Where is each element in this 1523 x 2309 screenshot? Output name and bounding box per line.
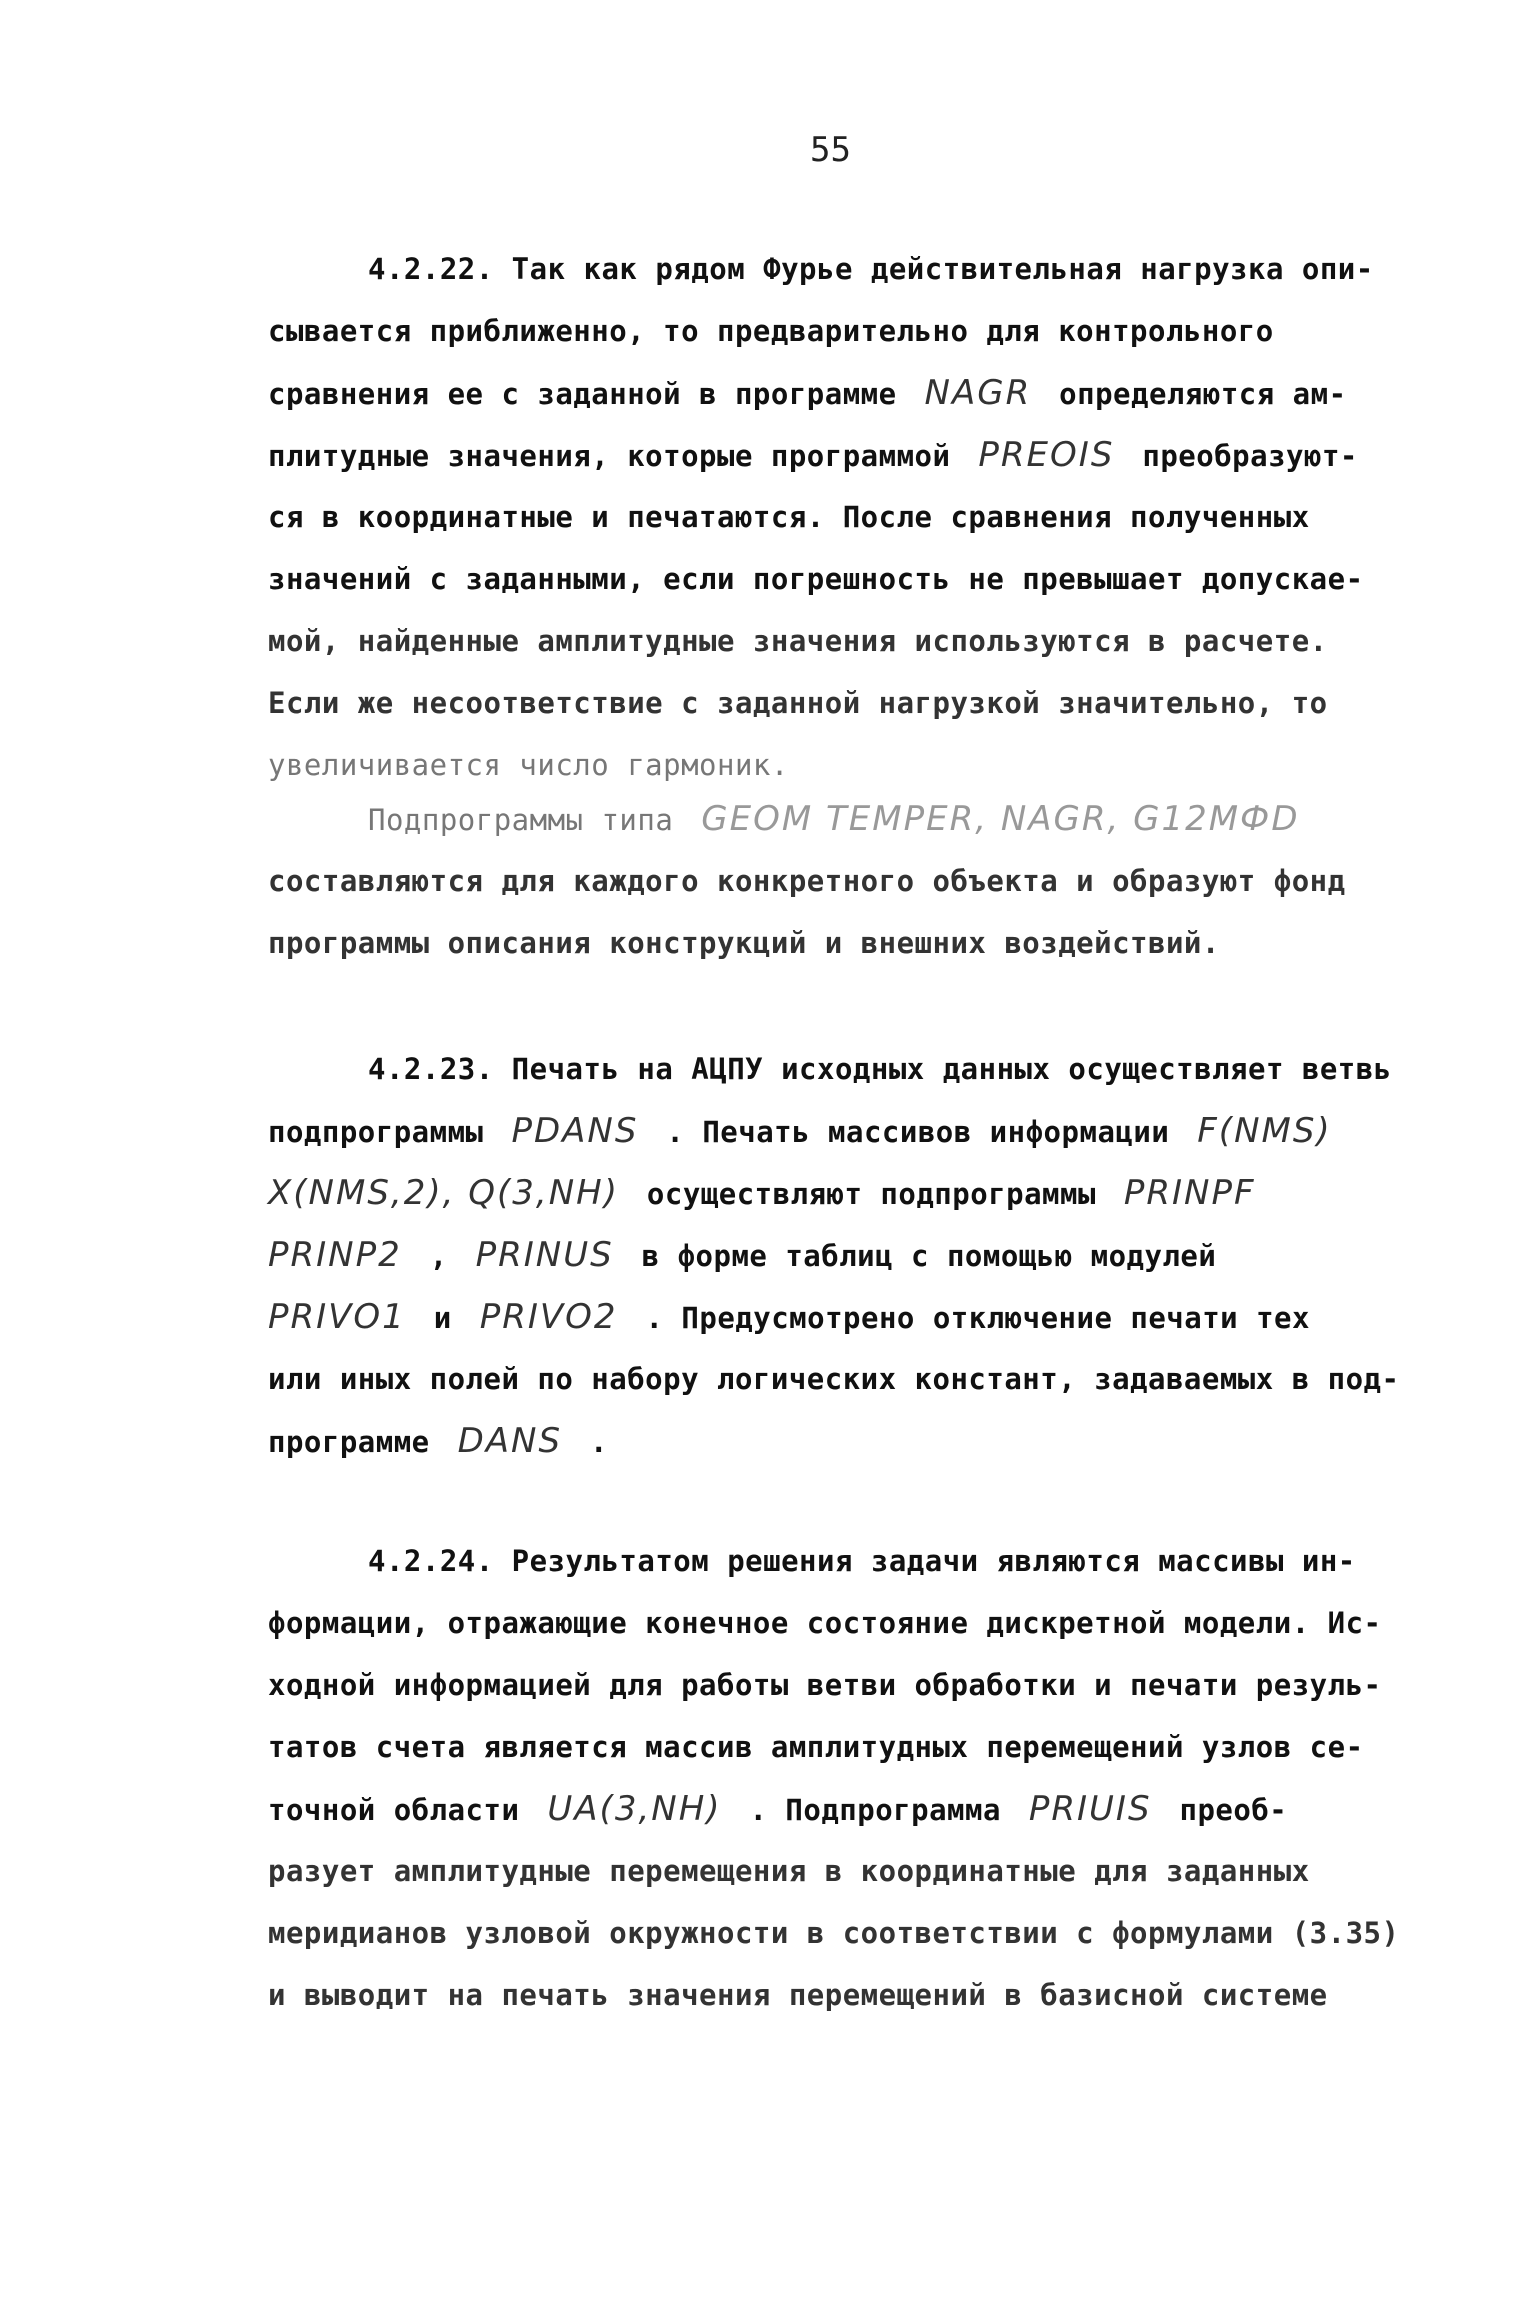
- text-span: сравнения ее с заданной в программе: [268, 377, 915, 411]
- text-line: меридианов узловой окружности в соответствии с формулами (3.35): [268, 1916, 1400, 1950]
- text-span: . Подпрограмма: [731, 1793, 1019, 1827]
- text-line: [268, 1778, 1468, 1840]
- page-number: 55: [810, 130, 851, 170]
- program-name-preois: PREOIS: [978, 435, 1115, 475]
- array-names-xq: X(NMS,2), Q(3,NH): [268, 1173, 619, 1213]
- module-name-privo2: PRIVO2: [479, 1297, 618, 1337]
- program-name-prinus: PRINUS: [475, 1235, 614, 1275]
- text-line: увеличивается число гармоник.: [268, 748, 789, 782]
- text-span: . Печать массивов информации: [648, 1115, 1188, 1149]
- text-span: в форме таблиц с помощью модулей: [623, 1239, 1217, 1273]
- text-span: . Предусмотрено отключение печати тех: [627, 1301, 1310, 1335]
- text-line: программы описания конструкций и внешних воздействий.: [268, 926, 1220, 960]
- text-span: ,: [411, 1239, 466, 1273]
- text-span: определяются ам-: [1041, 377, 1347, 411]
- text-span: осуществляют подпрограммы: [628, 1177, 1114, 1211]
- text-line: [268, 1224, 1468, 1286]
- text-line: [268, 362, 1468, 424]
- text-line: [268, 1286, 1468, 1348]
- text-line: [268, 1100, 1468, 1162]
- text-line: [268, 1162, 1468, 1224]
- text-span: преобразуют-: [1124, 439, 1358, 473]
- program-name-dans: DANS: [457, 1421, 563, 1461]
- text-line: [268, 424, 1468, 486]
- text-line: [368, 788, 1523, 850]
- text-line: татов счета является массив амплитудных перемещений узлов се-: [268, 1730, 1364, 1764]
- text-line: 4.2.23. Печать на АЦПУ исходных данных осуществляет ветвь: [368, 1052, 1392, 1086]
- text-line: ходной информацией для работы ветви обработки и печати резуль-: [268, 1668, 1382, 1702]
- text-line: ся в координатные и печатаются. После сравнения полученных: [268, 500, 1310, 534]
- program-name-pdans: PDANS: [511, 1111, 639, 1151]
- text-line: и выводит на печать значения перемещений в базисной системе: [268, 1978, 1328, 2012]
- text-span: .: [572, 1425, 608, 1459]
- text-line: составляются для каждого конкретного объекта и образуют фонд: [268, 864, 1346, 898]
- text-line: мой, найденные амплитудные значения используются в расчете.: [268, 624, 1328, 658]
- text-span: и: [415, 1301, 470, 1335]
- text-line: сывается приближенно, то предварительно для контрольного: [268, 314, 1274, 348]
- text-line: 4.2.24. Результатом решения задачи являются массивы ин-: [368, 1544, 1356, 1578]
- paragraph-4-2-22: [268, 238, 1468, 796]
- text-span: преоб-: [1161, 1793, 1288, 1827]
- paragraph-4-2-23: [268, 1038, 1468, 1472]
- program-name-priuis: PRIUIS: [1028, 1789, 1152, 1829]
- text-span: программе: [268, 1425, 448, 1459]
- text-line: Если же несоответствие с заданной нагрузкой значительно, то: [268, 686, 1328, 720]
- text-line: [268, 1410, 1468, 1472]
- paragraph-4-2-24: [268, 1530, 1468, 2026]
- text-line: разует амплитудные перемещения в координатные для заданных: [268, 1854, 1310, 1888]
- module-name-privo1: PRIVO1: [268, 1297, 406, 1337]
- program-name-nagr: NAGR: [924, 373, 1032, 413]
- text-line: значений с заданными, если погрешность не превышает допускае-: [268, 562, 1364, 596]
- program-names-list: GEOM TEMPER, NAGR, G12MФD: [701, 799, 1300, 839]
- text-line: 4.2.22. Так как рядом Фурье действительная нагрузка опи-: [368, 252, 1374, 286]
- text-span: плитудные значения, которые программой: [268, 439, 969, 473]
- program-name-prinpf: PRINPF: [1123, 1173, 1256, 1213]
- text-span: подпрограммы: [268, 1115, 502, 1149]
- text-line: формации, отражающие конечное состояние дискретной модели. Ис-: [268, 1606, 1382, 1640]
- text-line: или иных полей по набору логических констант, задаваемых в под-: [268, 1362, 1400, 1396]
- program-name-prinp2: PRINP2: [268, 1235, 402, 1275]
- text-span: точной области: [268, 1793, 538, 1827]
- array-name-ua: UA(3,NH): [547, 1789, 722, 1829]
- paragraph-subprograms: [268, 788, 1468, 974]
- text-span: Подпрограммы типа: [368, 803, 692, 837]
- array-name-f: F(NMS): [1197, 1111, 1332, 1151]
